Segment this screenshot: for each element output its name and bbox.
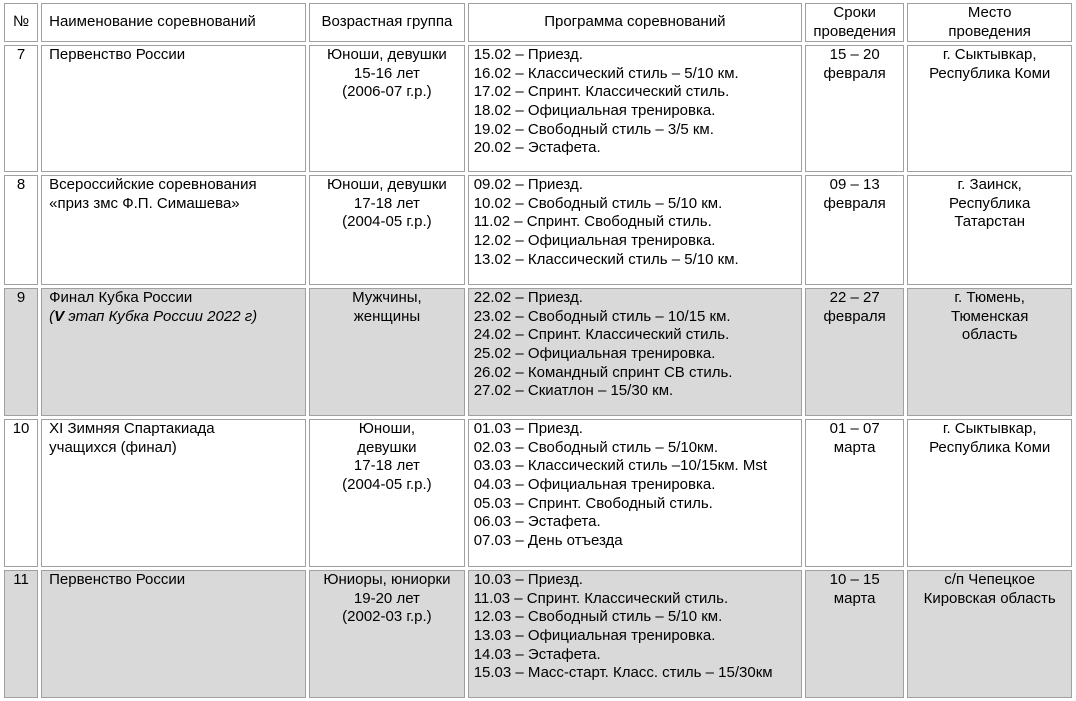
dates-line: 10 – 15	[829, 571, 880, 589]
program-line: 13.02 – Классический стиль – 5/10 км.	[473, 250, 739, 268]
program-line: 11.03 – Спринт. Классический стиль.	[473, 589, 729, 607]
age-line: женщины	[353, 307, 421, 325]
place-line: область	[961, 326, 1018, 344]
program-line: 03.03 – Классический стиль –10/15км. Mst	[473, 457, 768, 475]
program-line: 11.02 – Спринт. Свободный стиль.	[473, 213, 712, 231]
row-program	[468, 45, 802, 172]
row-num: 8	[4, 175, 38, 285]
place-line: Республика Коми	[929, 64, 1051, 82]
program-line: 06.03 – Эстафета.	[473, 513, 601, 531]
header-place-line: Место	[967, 4, 1012, 21]
row-name	[41, 45, 306, 172]
table-row	[4, 175, 1072, 285]
program-line: 20.02 – Эстафета.	[473, 139, 601, 157]
row-dates	[805, 570, 904, 698]
program-line: 12.02 – Официальная тренировка.	[473, 231, 716, 249]
name-line: Первенство России	[49, 571, 186, 589]
row-place	[907, 288, 1072, 416]
header-dates	[805, 3, 904, 42]
row-dates	[805, 288, 904, 416]
place-line: с/п Чепецкое	[944, 571, 1036, 589]
header-place-line: проведения	[948, 22, 1031, 40]
row-age	[309, 419, 465, 567]
row-num: 10	[4, 419, 38, 567]
place-line: г. Тюмень,	[954, 289, 1025, 307]
program-line: 19.02 – Свободный стиль – 3/5 км.	[473, 120, 714, 138]
header-program: Программа соревнований	[468, 3, 802, 42]
place-line: Татарстан	[954, 213, 1026, 231]
place-line: г. Сыктывкар,	[942, 46, 1037, 64]
program-line: 12.03 – Свободный стиль – 5/10 км.	[473, 608, 723, 626]
place-line: Республика	[949, 194, 1031, 212]
row-place	[907, 45, 1072, 172]
program-line: 05.03 – Спринт. Свободный стиль.	[473, 494, 713, 512]
name-sub-open: (	[49, 307, 55, 325]
dates-line: 01 – 07	[829, 420, 880, 438]
name-line: XI Зимняя Спартакиада	[49, 420, 215, 438]
name-line: Всероссийские соревнования	[49, 176, 257, 194]
program-line: 01.03 – Приезд.	[473, 420, 583, 438]
program-line: 10.02 – Свободный стиль – 5/10 км.	[473, 194, 723, 212]
program-line: 13.03 – Официальная тренировка.	[473, 626, 716, 644]
name-sub-bold: V	[54, 307, 65, 325]
table-row	[4, 288, 1072, 416]
program-line: 27.02 – Скиатлон – 15/30 км.	[473, 382, 674, 400]
row-name	[41, 570, 306, 698]
competition-schedule-table	[1, 0, 1075, 701]
age-line: (2002-03 г.р.)	[342, 608, 432, 626]
age-line: 19-20 лет	[353, 589, 420, 607]
table-row	[4, 419, 1072, 567]
row-name	[41, 175, 306, 285]
age-line: девушки	[357, 438, 417, 456]
age-line: 15-16 лет	[353, 64, 420, 82]
row-program	[468, 419, 802, 567]
program-line: 17.02 – Спринт. Классический стиль.	[473, 83, 730, 101]
program-line: 16.02 – Классический стиль – 5/10 км.	[473, 64, 739, 82]
row-name	[41, 288, 306, 416]
age-line: (2004-05 г.р.)	[342, 475, 432, 493]
header-num: №	[4, 3, 38, 42]
program-line: 07.03 – День отъезда	[473, 531, 623, 549]
name-sub-rest: этап Кубка России 2022 г)	[64, 307, 258, 325]
table-row	[4, 45, 1072, 172]
name-line: Финал Кубка России	[49, 289, 193, 307]
place-line: г. Заинск,	[957, 176, 1022, 194]
row-age	[309, 288, 465, 416]
age-line: Юноши, девушки	[327, 176, 447, 194]
table-row	[4, 570, 1072, 698]
row-program	[468, 175, 802, 285]
header-dates-line: проведения	[813, 22, 896, 40]
name-line: Первенство России	[49, 46, 186, 64]
age-line: (2006-07 г.р.)	[342, 83, 432, 101]
program-line: 15.03 – Масс-старт. Класс. стиль – 15/30км	[473, 664, 773, 682]
row-age	[309, 570, 465, 698]
dates-line: 15 – 20	[829, 46, 880, 64]
place-line: Республика Коми	[929, 438, 1051, 456]
place-line: г. Сыктывкар,	[942, 420, 1037, 438]
row-program	[468, 288, 802, 416]
program-line: 15.02 – Приезд.	[473, 46, 583, 64]
age-line: (2004-05 г.р.)	[342, 213, 432, 231]
program-line: 09.02 – Приезд.	[473, 176, 583, 194]
name-line: «приз змс Ф.П. Симашева»	[49, 194, 240, 212]
row-num: 11	[4, 570, 38, 698]
age-line: 17-18 лет	[353, 194, 420, 212]
program-line: 23.02 – Свободный стиль – 10/15 км.	[473, 307, 731, 325]
row-age	[309, 45, 465, 172]
row-program	[468, 570, 802, 698]
header-row	[4, 3, 1072, 42]
program-line: 26.02 – Командный спринт СВ стиль.	[473, 363, 733, 381]
program-line: 14.03 – Эстафета.	[473, 645, 601, 663]
dates-line: февраля	[823, 64, 886, 82]
dates-line: февраля	[823, 307, 886, 325]
place-line: Тюменская	[950, 307, 1029, 325]
age-line: Юноши, девушки	[327, 46, 447, 64]
dates-line: 22 – 27	[829, 289, 880, 307]
header-dates-line: Сроки	[833, 4, 876, 21]
row-age	[309, 175, 465, 285]
age-line: Мужчины,	[352, 289, 422, 307]
header-name: Наименование соревнований	[41, 3, 306, 42]
program-line: 18.02 – Официальная тренировка.	[473, 101, 716, 119]
dates-line: февраля	[823, 194, 886, 212]
program-line: 24.02 – Спринт. Классический стиль.	[473, 326, 730, 344]
dates-line: марта	[833, 589, 876, 607]
place-line: Кировская область	[923, 589, 1056, 607]
program-line: 02.03 – Свободный стиль – 5/10км.	[473, 438, 719, 456]
age-line: Юниоры, юниорки	[323, 571, 451, 589]
dates-line: марта	[833, 438, 876, 456]
row-place	[907, 419, 1072, 567]
row-place	[907, 175, 1072, 285]
name-line: учащихся (финал)	[49, 438, 177, 456]
row-num: 7	[4, 45, 38, 172]
program-line: 04.03 – Официальная тренировка.	[473, 475, 716, 493]
row-name	[41, 419, 306, 567]
row-num: 9	[4, 288, 38, 416]
age-line: 17-18 лет	[353, 457, 420, 475]
header-place	[907, 3, 1072, 42]
age-line: Юноши,	[358, 420, 416, 438]
name-subtitle	[49, 308, 303, 327]
program-line: 25.02 – Официальная тренировка.	[473, 344, 716, 362]
row-dates	[805, 419, 904, 567]
header-age: Возрастная группа	[309, 3, 465, 42]
row-dates	[805, 45, 904, 172]
row-dates	[805, 175, 904, 285]
program-line: 10.03 – Приезд.	[473, 571, 583, 589]
row-place	[907, 570, 1072, 698]
program-line: 22.02 – Приезд.	[473, 289, 583, 307]
dates-line: 09 – 13	[829, 176, 880, 194]
